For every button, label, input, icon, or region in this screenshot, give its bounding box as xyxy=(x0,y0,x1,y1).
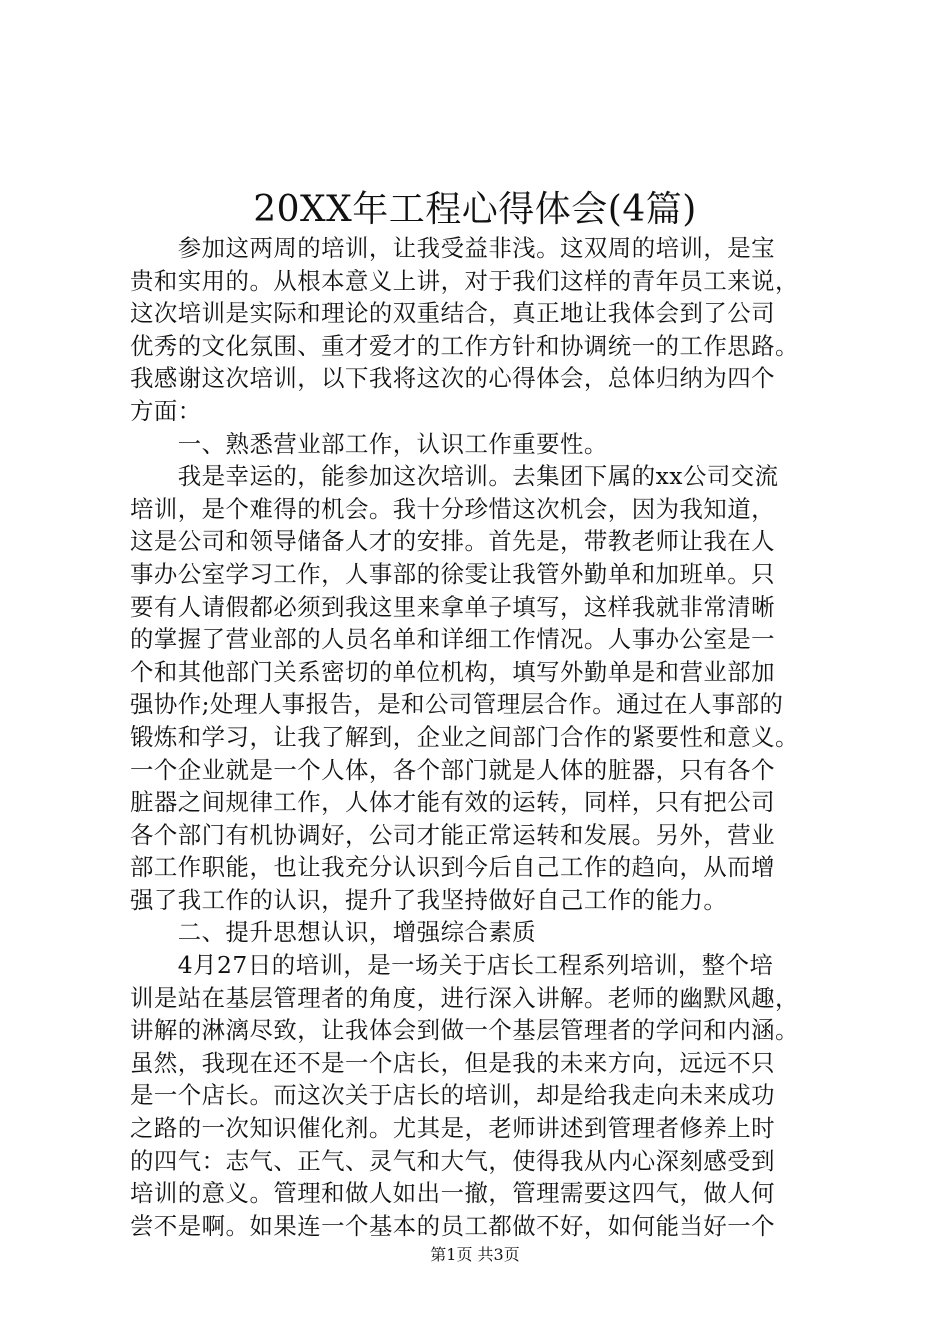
body-line: 部工作职能，也让我充分认识到今后自己工作的趋向，从而增 xyxy=(130,853,776,882)
body-line: 强协作;处理人事报告，是和公司管理层合作。通过在人事部的 xyxy=(130,690,784,719)
body-line: 强了我工作的认识，提升了我坚持做好自己工作的能力。 xyxy=(130,885,728,914)
body-line: 方面： xyxy=(130,396,202,425)
body-line: 个和其他部门关系密切的单位机构，填写外勤单是和营业部加 xyxy=(130,657,776,686)
body-line: 之路的一次知识催化剂。尤其是，老师讲述到管理者修养上时 xyxy=(130,1114,776,1143)
body-line: 一、熟悉营业部工作，认识工作重要性。 xyxy=(130,429,608,458)
body-line: 锻炼和学习，让我了解到，企业之间部门合作的紧要性和意义。 xyxy=(130,722,799,751)
body-line: 4月27日的培训，是一场关于店长工程系列培训，整个培 xyxy=(130,951,774,980)
body-line: 是一个店长。而这次关于店长的培训，却是给我走向未来成功 xyxy=(130,1081,776,1110)
body-line: 二、提升思想认识，增强综合素质 xyxy=(130,918,537,947)
body-line: 贵和实用的。从根本意义上讲，对于我们这样的青年员工来说， xyxy=(130,266,799,295)
body-line: 要有人请假都必须到我这里来拿单子填写，这样我就非常清晰 xyxy=(130,592,776,621)
document-body xyxy=(130,232,830,1242)
body-line: 各个部门有机协调好，公司才能正常运转和发展。另外，营业 xyxy=(130,820,776,849)
body-line: 事办公室学习工作，人事部的徐雯让我管外勤单和加班单。只 xyxy=(130,559,776,588)
body-line: 参加这两周的培训，让我受益非浅。这双周的培训，是宝 xyxy=(130,234,776,262)
document-title: 20XX年工程心得体会(4篇) xyxy=(253,189,697,230)
body-line: 训是站在基层管理者的角度，进行深入讲解。老师的幽默风趣， xyxy=(130,983,799,1012)
body-line: 脏器之间规律工作，人体才能有效的运转，同样，只有把公司 xyxy=(130,788,776,817)
body-line: 尝不是啊。如果连一个基本的员工都做不好，如何能当好一个 xyxy=(130,1211,776,1240)
body-line: 优秀的文化氛围、重才爱才的工作方针和协调统一的工作思路。 xyxy=(130,331,799,360)
body-line: 这次培训是实际和理论的双重结合，真正地让我体会到了公司 xyxy=(130,299,776,328)
body-line: 培训的意义。管理和做人如出一撤，管理需要这四气，做人何 xyxy=(130,1179,776,1208)
body-line: 培训，是个难得的机会。我十分珍惜这次机会，因为我知道， xyxy=(130,494,776,523)
body-line: 的四气：志气、正气、灵气和大气，使得我从内心深刻感受到 xyxy=(130,1146,776,1175)
body-line: 我感谢这次培训，以下我将这次的心得体会，总体归纳为四个 xyxy=(130,364,776,393)
body-line: 我是幸运的，能参加这次培训。去集团下属的xx公司交流 xyxy=(130,462,779,491)
body-line: 这是公司和领导储备人才的安排。首先是，带教老师让我在人 xyxy=(130,527,776,556)
body-line: 讲解的淋漓尽致，让我体会到做一个基层管理者的学问和内涵。 xyxy=(130,1016,799,1045)
body-line: 的掌握了营业部的人员名单和详细工作情况。人事办公室是一 xyxy=(130,625,776,654)
page-footer: 第1页 共3页 xyxy=(430,1245,520,1264)
body-line: 虽然，我现在还不是一个店长，但是我的未来方向，远远不只 xyxy=(130,1048,776,1077)
body-line: 一个企业就是一个人体，各个部门就是人体的脏器，只有各个 xyxy=(130,755,776,784)
